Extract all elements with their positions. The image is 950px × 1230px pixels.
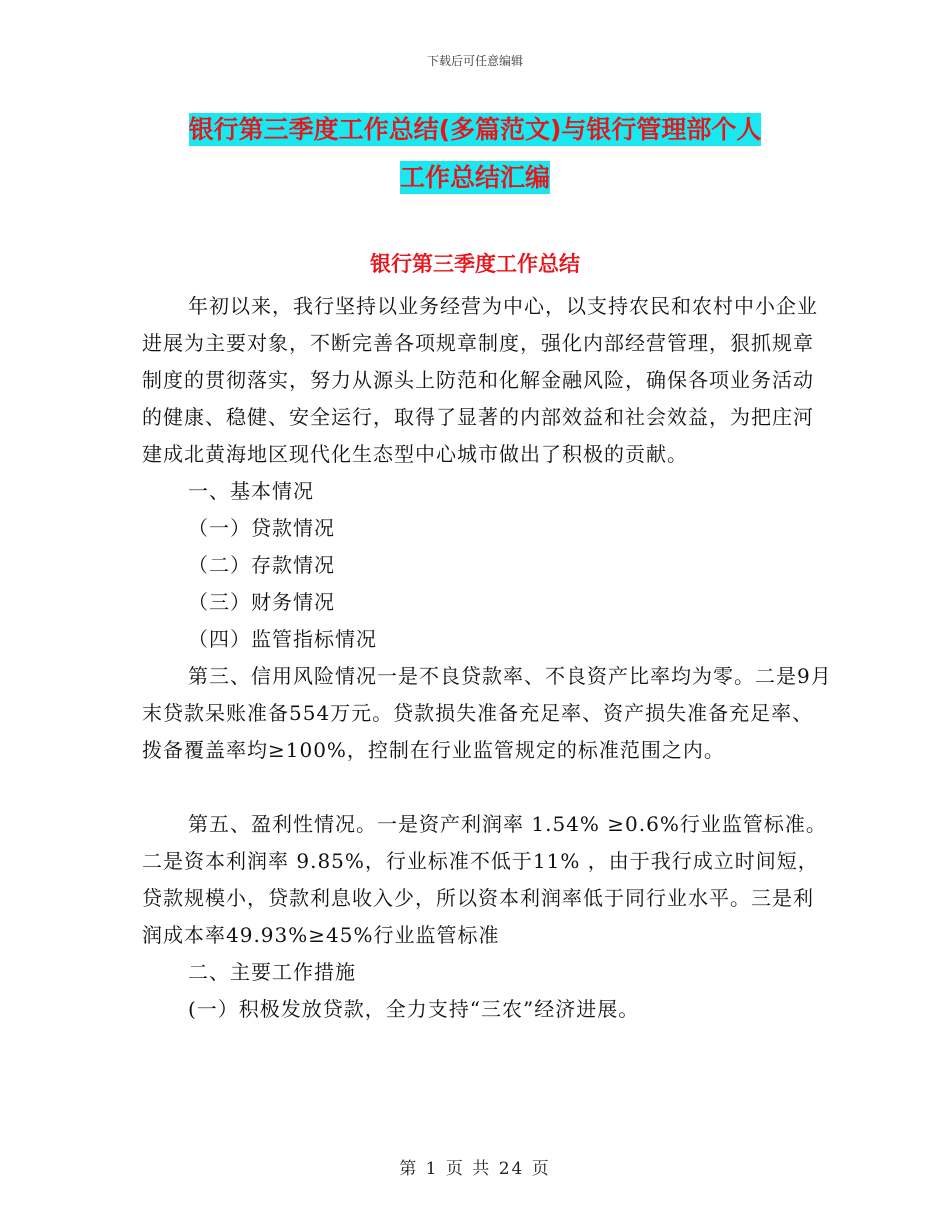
document-title-line2: 工作总结汇编 [399,163,550,192]
page-number: 第 1 页 共 24 页 [399,1159,551,1179]
intro-paragraph: 年初以来，我行坚持以业务经营为中心，以支持农民和农村中小企业进展为主要对象，不断完善各项规章制度，强化内部经营管理，狠抓规章制度的贯彻落实，努力从源头上防范和化解金融风险，确保各项业务活动的健康、稳健、安全运行，取得了显著的内部效益和社会效益，为把庄河建成北黄海地区现代化生态型中心城市做出了积极的贡献。 [142,294,818,466]
subheading-deposits: （二）存款情况 [188,553,335,577]
measure-item-1: (一）积极发放贷款，全力支持“三农”经济进展。 [188,997,640,1021]
header-note: 下载后可任意编辑 [426,54,523,68]
document-body [142,288,832,1028]
document-title-line1: 银行第三季度工作总结(多篇范文)与银行管理部个人 [188,115,762,144]
section-title: 银行第三季度工作总结 [370,252,580,276]
profitability-paragraph: 第五、盈利性情况。一是资产利润率 1.54% ≥0.6%行业监管标准。二是资本利润率 9.85%，行业标准不低于11% ，由于我行成立时间短，贷款规模小，贷款利息收入少，所以资本利润率低于同行业水平。三是利润成本率49.93%≥45%行业监管标准 [142,812,827,947]
credit-risk-paragraph: 第三、信用风险情况一是不良贷款率、不良资产比率均为零。二是9月末贷款呆账准备554万元。贷款损失准备充足率、资产损失准备充足率、拨备覆盖率均≥100%，控制在行业监管规定的标准范围之内。 [142,664,832,762]
subheading-loans: （一）贷款情况 [188,516,335,540]
heading-main-measures: 二、主要工作措施 [188,960,356,984]
document-title [0,106,950,202]
subheading-finance: （三）财务情况 [188,590,335,614]
subheading-regulatory-indicators: （四）监管指标情况 [188,627,377,651]
heading-basic-situation: 一、基本情况 [188,479,314,503]
